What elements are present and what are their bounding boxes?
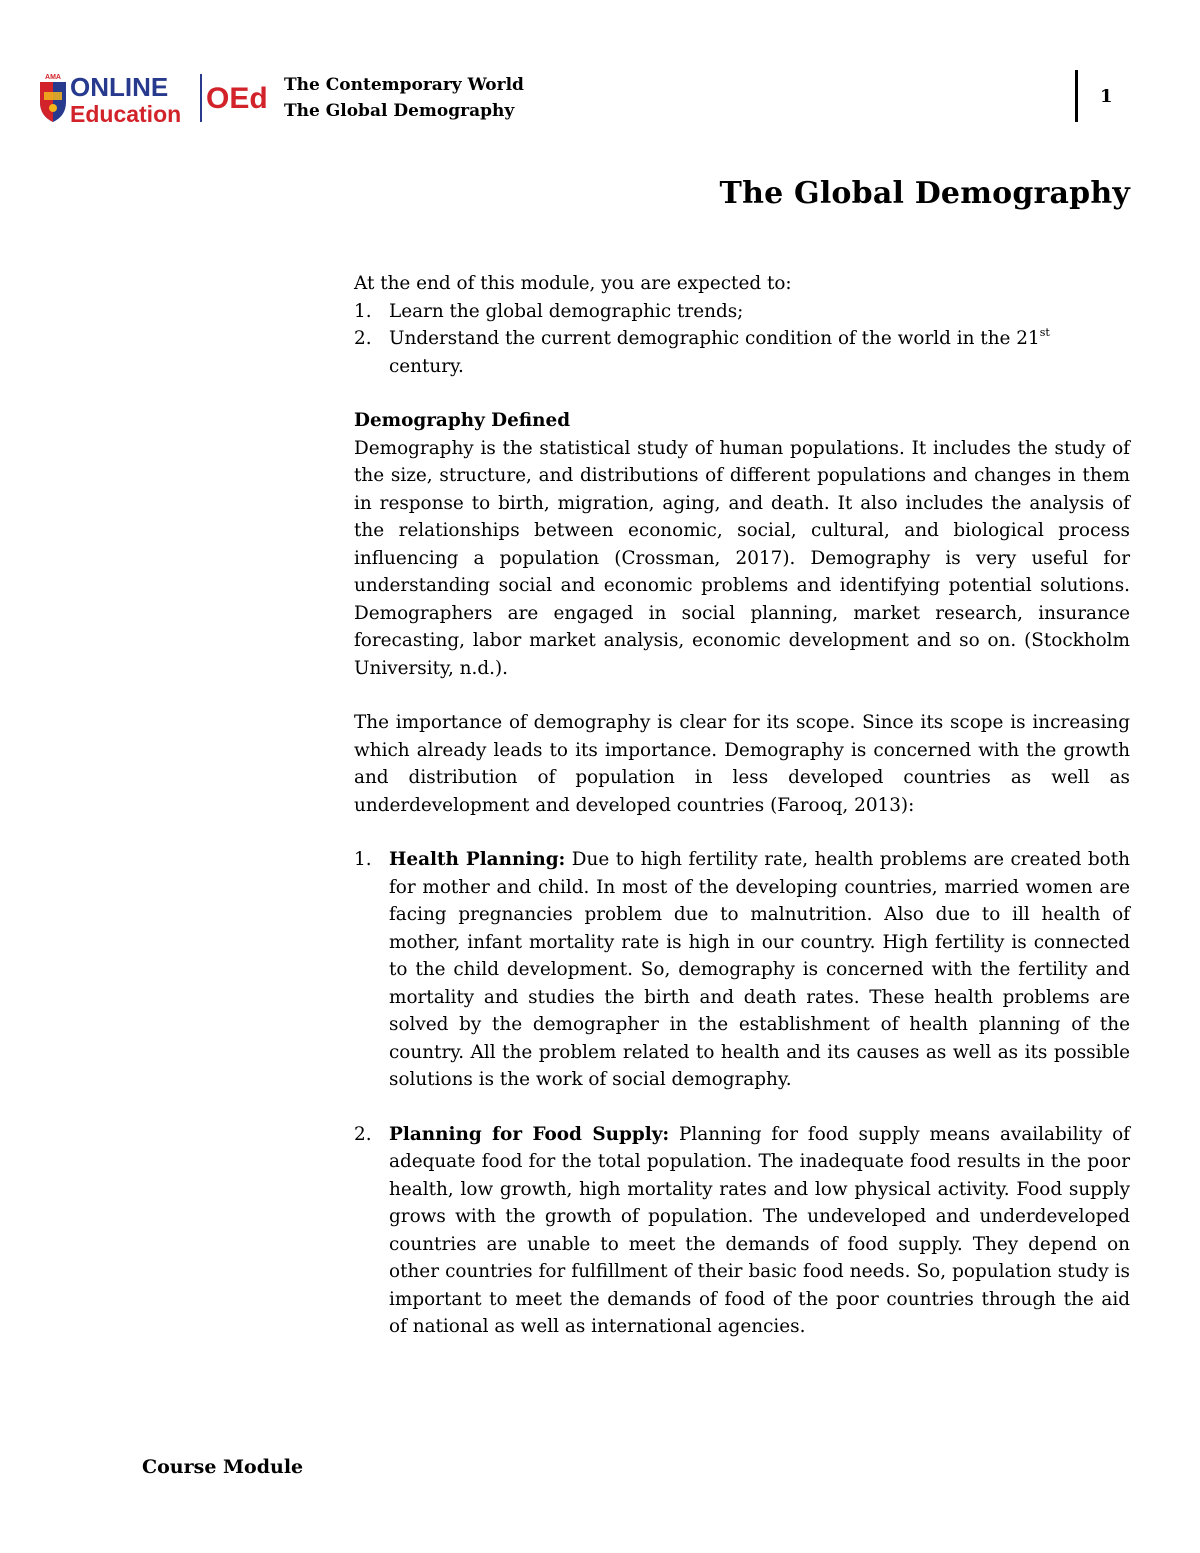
header-divider: [1075, 70, 1078, 122]
importance-list: [354, 846, 1130, 1341]
list-item-health-planning: 1. Health Planning: Due to high fertility rate, health problems are created both for mother and child. In most of the developing countries, married women are facing pregnancies problem due to malnutrition. Also due to ill health of mother, infant mortality rate is high in our country. High fertility is connected to the child development. So, demography is concerned with the fertility and mortality and studies the birth and death rates. These health problems are solved by the demographer in the establishment of health planning of the country. All the problem related to health and its causes as well as its possible solutions is the work of social demography.: [354, 849, 1130, 1090]
footer-label: Course Module: [142, 1456, 304, 1478]
course-header: [284, 72, 524, 124]
objectives-intro: At the end of this module, you are expected to:: [354, 273, 792, 294]
item-lead: Planning for Food Supply:: [389, 1123, 670, 1145]
paragraph-importance: The importance of demography is clear for its scope. Since its scope is increasing which already leads to its importance. Demography is concerned with the growth and distribution of population in less developed countries as well as underdevelopment and developed countries (Farooq, 2013):: [354, 712, 1130, 816]
logo-oed-text: OEd: [206, 82, 268, 115]
page-title: The Global Demography: [719, 176, 1130, 211]
section-heading: Demography Defined: [354, 410, 571, 431]
objective-item: 1. Learn the global demographic trends;: [354, 300, 744, 322]
item-text: Planning for food supply means availability of adequate food for the total population. The inadequate food results in the poor health, low growth, high mortality rates and low physical activity. Food supply grows with the growth of population. The undeveloped and underdeveloped countries are unable to meet the demands of food supply. They depend on other countries for fulfillment of their basic food needs. So, population study is important to meet the demands of food of the poor countries through the aid of national as well as international agencies.: [389, 1123, 1130, 1337]
course-name: The Contemporary World: [284, 75, 524, 95]
paragraph-definition: Demography is the statistical study of human populations. It includes the study of the size, structure, and distributions of different populations and changes in them in response to birth, migration, aging, and death. It also includes the analysis of the relationships between economic, social, cultural, and biological process influencing a population (Crossman, 2017). Demography is very useful for understanding social and economic problems and identifying potential solutions. Demographers are engaged in social planning, market research, insurance forecasting, labor market analysis, economic development and so on. (Stockholm University, n.d.).: [354, 437, 1130, 679]
online-education-logo: [38, 70, 270, 126]
module-name: The Global Demography: [284, 101, 515, 121]
module-content: [354, 270, 1130, 1341]
crest-icon: [40, 82, 66, 122]
list-item-food-supply: 2. Planning for Food Supply: Planning for food supply means availability of adequate food for the total population. The inadequate food results in the poor health, low growth, high mortality rates and low physical activity. Food supply grows with the growth of population. The undeveloped and underdeveloped countries are unable to meet the demands of food supply. They depend on other countries for fulfillment of their basic food needs. So, population study is important to meet the demands of food of the poor countries through the aid of national as well as international agencies.: [354, 1123, 1130, 1337]
logo-badge-text: AMA: [45, 74, 61, 81]
page-number: 1: [1100, 86, 1113, 107]
objectives-list: [354, 298, 1130, 381]
item-text: Due to high fertility rate, health problems are created both for mother and child. In most of the developing countries, married women are facing pregnancies problem due to malnutrition. Also due to ill health of mother, infant mortality rate is high in our country. High fertility is connected to the child development. So, demography is concerned with the fertility and mortality and studies the birth and death rates. These health problems are solved by the demographer in the establishment of health planning of the country. All the problem related to health and its causes as well as its possible solutions is the work of social demography.: [389, 849, 1130, 1090]
logo-online-text: ONLINE: [70, 72, 169, 102]
logo-education-text: Education: [70, 101, 182, 126]
objective-item: 2. Understand the current demographic condition of the world in the 21st century.: [354, 326, 1050, 377]
item-lead: Health Planning:: [389, 849, 566, 870]
